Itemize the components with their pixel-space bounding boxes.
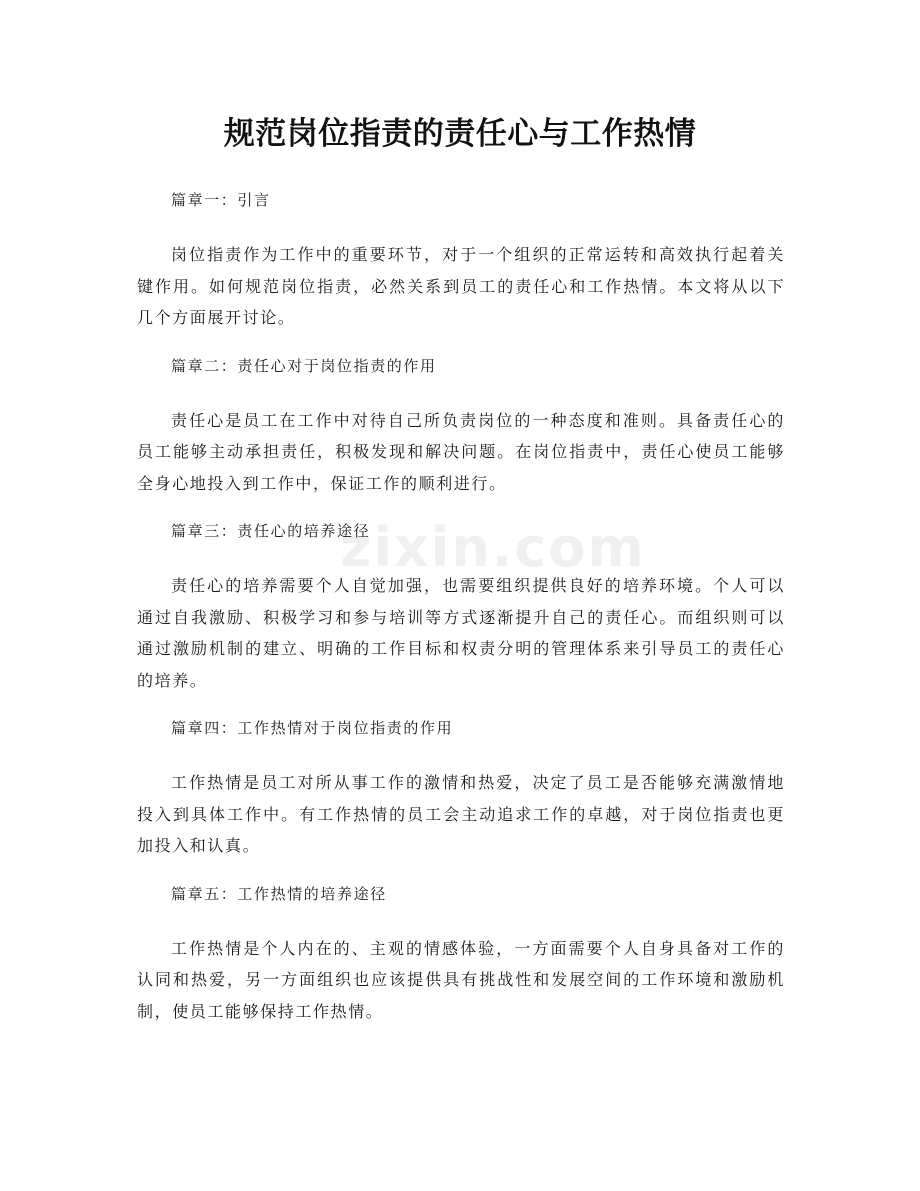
section-3 xyxy=(137,517,785,696)
document-body xyxy=(137,186,785,1045)
section-heading: 篇章二：责任心对于岗位指责的作用 xyxy=(171,356,437,375)
section-heading: 篇章五：工作热情的培养途径 xyxy=(171,884,387,903)
section-2 xyxy=(137,352,785,500)
section-paragraph: 责任心的培养需要个人自觉加强，也需要组织提供良好的培养环境。个人可以通过自我激励、积极学习和参与培训等方式逐渐提升自己的责任心。而组织则可以通过激励机制的建立、明确的工作目标和权责分明的管理体系来引导员工的责任心的培养。 xyxy=(137,576,785,690)
section-4 xyxy=(137,714,785,862)
section-paragraph: 工作热情是员工对所从事工作的激情和热爱，决定了员工是否能够充满激情地投入到具体工作中。有工作热情的员工会主动追求工作的卓越，对于岗位指责也更加投入和认真。 xyxy=(137,773,785,855)
section-heading: 篇章四：工作热情对于岗位指责的作用 xyxy=(171,719,454,737)
page-title: 规范岗位指责的责任心与工作热情 xyxy=(223,116,697,152)
section-5 xyxy=(137,880,785,1028)
watermark-logo: zixin.com xyxy=(340,516,646,579)
section-paragraph: 责任心是员工在工作中对待自己所负责岗位的一种态度和准则。具备责任心的员工能够主动承担责任，积极发现和解决问题。在岗位指责中，责任心使员工能够全身心地投入到工作中，保证工作的顺利进行。 xyxy=(137,410,785,493)
section-1 xyxy=(137,186,785,334)
section-heading: 篇章一：引言 xyxy=(171,191,271,209)
section-paragraph: 工作热情是个人内在的、主观的情感体验，一方面需要个人自身具备对工作的认同和热爱，另一方面组织也应该提供具有挑战性和发展空间的工作环境和激励机制，使员工能够保持工作热情。 xyxy=(137,938,785,1021)
section-heading: 篇章三：责任心的培养途径 xyxy=(171,522,371,540)
section-paragraph: 岗位指责作为工作中的重要环节，对于一个组织的正常运转和高效执行起着关键作用。如何规范岗位指责，必然关系到员工的责任心和工作热情。本文将从以下几个方面展开讨论。 xyxy=(137,245,785,327)
